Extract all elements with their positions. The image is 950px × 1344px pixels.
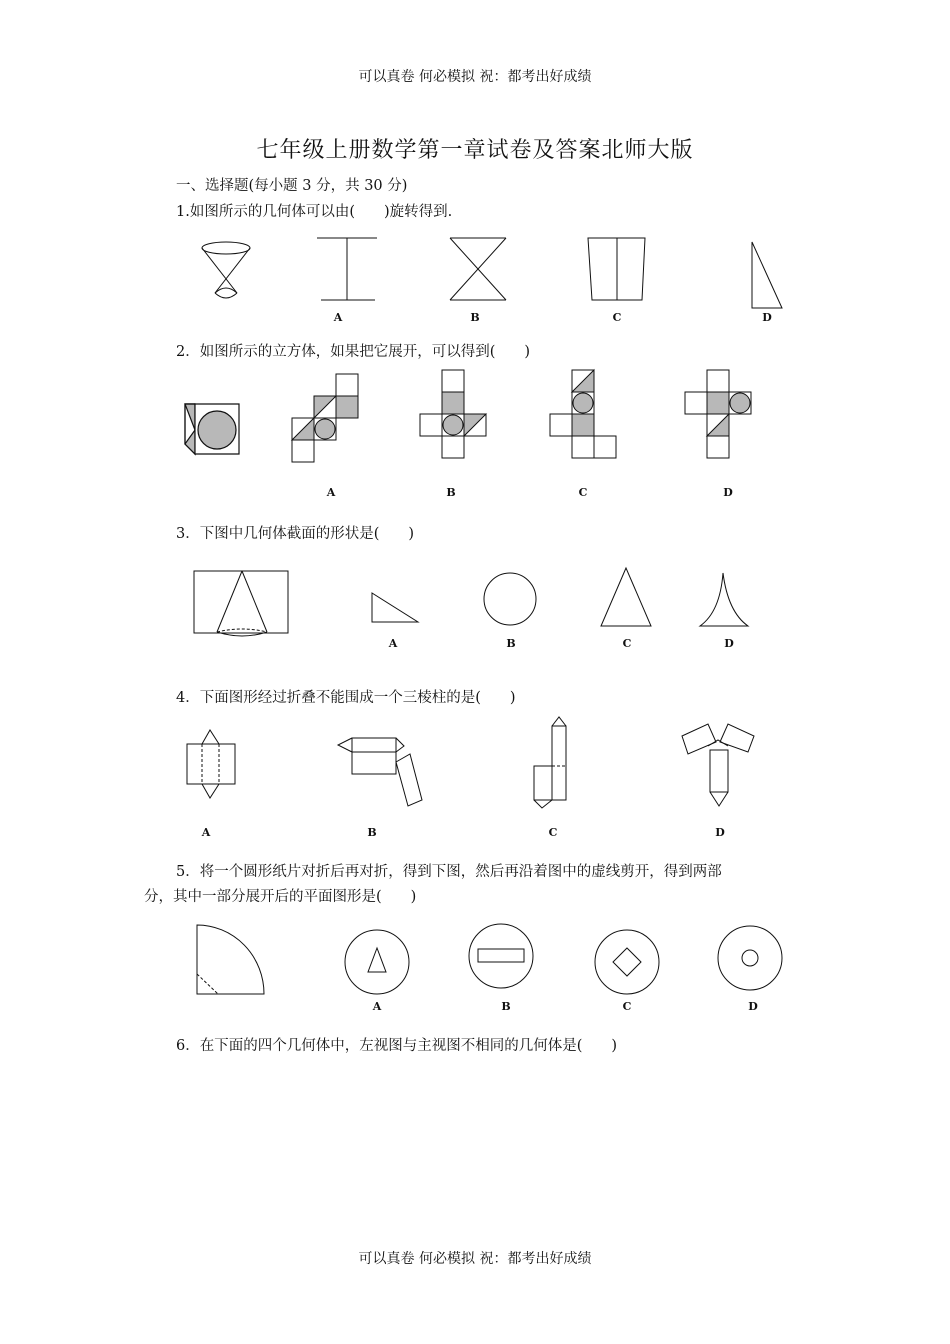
question-5-text-line-2: 分，其中一部分展开后的平面图形是( ): [144, 889, 417, 905]
q4-label-a: A: [201, 826, 211, 839]
q4-option-a-figure: [184, 728, 240, 802]
q2-option-b-figure: [418, 368, 490, 460]
q2-option-c-figure: [548, 368, 620, 460]
q3-option-d-figure: [698, 570, 752, 630]
q3-label-b: B: [506, 637, 516, 650]
q2-label-c: C: [578, 486, 588, 499]
q5-option-b-figure: [466, 922, 536, 992]
q4-option-c-figure: [530, 714, 570, 810]
question-2-text: 2．如图所示的立方体，如果把它展开，可以得到( ): [176, 344, 531, 360]
q3-label-c: C: [622, 637, 632, 650]
q5-option-a-figure: [342, 928, 412, 998]
q4-label-b: B: [367, 826, 377, 839]
q2-option-d-figure: [683, 368, 755, 460]
q1-option-b-figure: [448, 236, 508, 304]
q5-option-c-figure: [592, 928, 662, 998]
q1-label-a: A: [333, 311, 343, 324]
q2-option-a-figure: [290, 372, 362, 464]
q4-option-b-figure: [334, 728, 426, 808]
q3-option-b-figure: [480, 570, 540, 630]
q3-option-c-figure: [598, 565, 654, 629]
q5-option-d-figure: [715, 922, 785, 992]
q5-label-d: D: [748, 1000, 758, 1013]
q2-label-a: A: [326, 486, 336, 499]
question-3-text: 3．下图中几何体截面的形状是( ): [176, 526, 415, 542]
q3-cone-section-figure: [192, 568, 292, 640]
question-5-text-line-1: 5．将一个圆形纸片对折后再对折，得到下图，然后再沿着图中的虚线剪开，得到两部: [176, 864, 722, 880]
q1-option-d-figure: [748, 238, 788, 312]
q3-label-a: A: [388, 637, 398, 650]
q2-cube-figure: [183, 400, 243, 458]
q2-label-b: B: [446, 486, 456, 499]
question-1-text: 1.如图所示的几何体可以由( )旋转得到.: [176, 204, 453, 220]
q5-label-c: C: [622, 1000, 632, 1013]
q4-option-d-figure: [678, 722, 758, 812]
q1-double-cone-figure: [195, 236, 265, 306]
q2-label-d: D: [723, 486, 733, 499]
q4-label-d: D: [715, 826, 725, 839]
q5-label-a: A: [372, 1000, 382, 1013]
page-header: 可以真卷 何必模拟 祝：都考出好成绩: [358, 69, 592, 85]
q5-label-b: B: [501, 1000, 511, 1013]
q5-folded-paper-figure: [194, 922, 268, 998]
question-6-text: 6．在下面的四个几何体中，左视图与主视图不相同的几何体是( ): [176, 1038, 618, 1054]
page-footer: 可以真卷 何必模拟 祝：都考出好成绩: [358, 1251, 592, 1267]
q1-option-c-figure: [586, 236, 648, 304]
q3-label-d: D: [724, 637, 734, 650]
q3-option-a-figure: [368, 590, 422, 626]
q1-label-c: C: [612, 311, 622, 324]
q4-label-c: C: [548, 826, 558, 839]
page-title: 七年级上册数学第一章试卷及答案北师大版: [256, 138, 694, 163]
question-4-text: 4．下面图形经过折叠不能围成一个三棱柱的是( ): [176, 690, 516, 706]
q1-option-a-figure: [315, 236, 380, 304]
q1-label-d: D: [762, 311, 772, 324]
q1-label-b: B: [470, 311, 480, 324]
section-heading: 一、选择题(每小题 3 分，共 30 分): [176, 178, 408, 194]
